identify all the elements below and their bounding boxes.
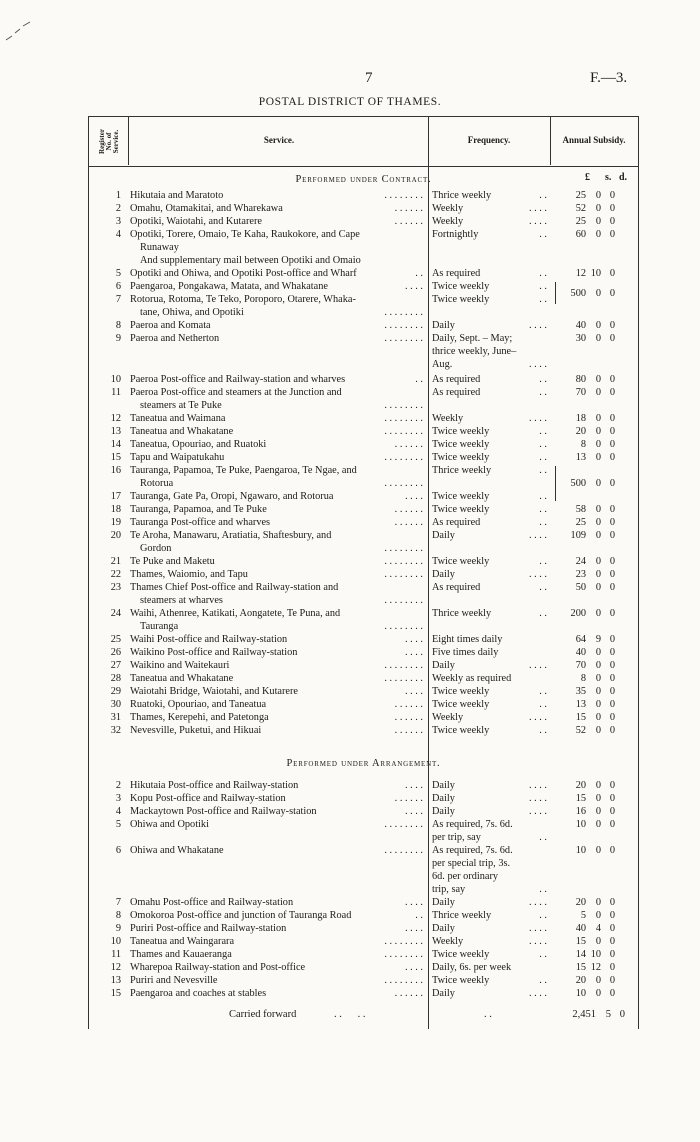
shillings-header: s.	[605, 172, 612, 183]
register-number: 12	[110, 413, 121, 424]
service-name: Waiotahi Bridge, Waiotahi, and Kutarere . . . .	[130, 685, 426, 698]
register-number: 13	[110, 426, 121, 437]
leader-dots: . . . . . . . .	[384, 426, 423, 437]
leader-dots: . . . .	[528, 413, 547, 424]
service-name: Opotiki and Ohiwa, and Opotiki Post-office and Wharf . .	[130, 267, 426, 280]
annual-subsidy: 25 0 0	[575, 190, 615, 201]
annual-subsidy: 70 0 0	[575, 660, 615, 671]
leader-dots: . . . .	[404, 962, 423, 973]
register-number: 3	[115, 793, 121, 804]
frequency: Weekly as required	[432, 673, 512, 684]
leader-dots: . . . . . .	[394, 725, 423, 736]
register-number: 26	[110, 647, 121, 658]
leader-dots: . . . . . . . .	[384, 595, 423, 606]
service-continuation: Runaway	[140, 242, 179, 253]
service-name: Tauranga, Papamoa, and Te Puke . . . . . .	[130, 503, 426, 516]
annual-subsidy: 16 0 0	[575, 806, 615, 817]
register-number: 17	[110, 491, 121, 502]
frequency: As required, 7s. 6d.	[432, 845, 513, 856]
annual-subsidy: 15 0 0	[575, 712, 615, 723]
annual-subsidy: 15 12 0	[575, 962, 615, 973]
frequency-continuation: per special trip, 3s.	[432, 858, 511, 869]
leader-dots: . .	[539, 949, 547, 960]
annual-subsidy: 35 0 0	[575, 686, 615, 697]
service-name: Hikutaia Post-office and Railway-station . . . .	[130, 779, 426, 792]
service-name: Paeroa Post-office and Railway-station and wharves . .	[130, 373, 426, 386]
leader-dots: . . . .	[404, 897, 423, 908]
register-number: 25	[110, 634, 121, 645]
leader-dots: . .	[539, 374, 547, 385]
annual-subsidy: 13 0 0	[575, 452, 615, 463]
leader-dots: . . . . . .	[394, 712, 423, 723]
leader-dots: . .	[539, 439, 547, 450]
frequency: Thrice weekly . .	[432, 190, 547, 201]
annual-subsidy: 40 0 0	[575, 647, 615, 658]
service-name: Ohiwa and Whakatane . . . . . . . .	[130, 844, 426, 857]
leader-dots: . . . .	[528, 203, 547, 214]
section-title: Performed under Arrangement.	[286, 758, 441, 769]
frequency: Thrice weekly . .	[432, 465, 547, 476]
frequency: Daily . . . .	[432, 806, 547, 817]
service-continuation: Rotorua . . . . . . . .	[140, 477, 426, 490]
annual-subsidy: 24 0 0	[575, 556, 615, 567]
service-name: Wharepoa Railway-station and Post-office . . . .	[130, 961, 426, 974]
leader-dots: . . . .	[404, 281, 423, 292]
leader-dots: . .	[539, 387, 547, 398]
annual-subsidy: 30 0 0	[575, 333, 615, 344]
service-name: Omokoroa Post-office and junction of Tauranga Road . .	[130, 909, 426, 922]
pen-mark-icon	[4, 20, 34, 42]
leader-dots: . .	[539, 608, 547, 619]
leader-dots: . . . . . .	[394, 439, 423, 450]
bracketed-subsidy: 500 0 0	[570, 478, 615, 489]
service-name: Paengaroa, Pongakawa, Matata, and Whakatane . . . .	[130, 280, 426, 293]
annual-subsidy: 20 0 0	[575, 975, 615, 986]
service-name: Mackaytown Post-office and Railway-station . . . .	[130, 805, 426, 818]
table-header	[89, 116, 638, 167]
annual-subsidy: 52 0 0	[575, 725, 615, 736]
leader-dots: . .	[484, 1009, 492, 1020]
page-number: 7	[365, 70, 373, 86]
leader-dots: . . . .	[528, 897, 547, 908]
frequency: Twice weekly . .	[432, 281, 547, 292]
service-name: Waikino and Waitekauri . . . . . . . .	[130, 659, 426, 672]
leader-dots: . . . .	[404, 780, 423, 791]
frequency: Daily . . . .	[432, 660, 547, 671]
service-continuation: tane, Ohiwa, and Opotiki . . . . . . . .	[140, 306, 426, 319]
annual-subsidy: 80 0 0	[575, 374, 615, 385]
header-register: Register No. of Service.	[97, 129, 120, 154]
service-name: Kopu Post-office and Railway-station . . . . . .	[130, 792, 426, 805]
register-number: 24	[110, 608, 121, 619]
frequency: Weekly . . . .	[432, 216, 547, 227]
leader-dots: . .	[415, 374, 423, 385]
service-name: Waihi, Athenree, Katikati, Aongatete, Te Puna, and	[130, 608, 341, 619]
service-name: Taneatua, Opouriao, and Ruatoki . . . . . .	[130, 438, 426, 451]
frequency: Thrice weekly . .	[432, 910, 547, 921]
service-name: Tapu and Waipatukahu . . . . . . . .	[130, 451, 426, 464]
frequency-continuation: trip, say . .	[432, 884, 547, 895]
leader-dots: . . . . . . . .	[384, 543, 423, 554]
frequency: Daily . . . .	[432, 988, 547, 999]
leader-dots: . .	[539, 725, 547, 736]
header-service: Service.	[263, 135, 295, 145]
register-number: 6	[115, 845, 121, 856]
frequency: Daily . . . .	[432, 793, 547, 804]
register-number: 7	[115, 897, 121, 908]
frequency: As required . .	[432, 517, 547, 528]
carried-forward-amount: 2,451 5 0	[572, 1009, 625, 1020]
leader-dots: . . . .	[404, 647, 423, 658]
leader-dots: . .	[539, 832, 547, 843]
leader-dots: . . . . . .	[394, 504, 423, 515]
service-name: Tauranga Post-office and wharves . . . . . .	[130, 516, 426, 529]
frequency: As required, 7s. 6d.	[432, 819, 513, 830]
frequency: Thrice weekly . .	[432, 608, 547, 619]
annual-subsidy: 60 0 0	[575, 229, 615, 240]
annual-subsidy: 40 0 0	[575, 320, 615, 331]
leader-dots: . . . .	[528, 988, 547, 999]
register-number: 3	[115, 216, 121, 227]
leader-dots: . .	[539, 686, 547, 697]
annual-subsidy: 40 4 0	[575, 923, 615, 934]
frequency: Twice weekly . .	[432, 949, 547, 960]
register-number: 4	[115, 229, 121, 240]
service-continuation: Tauranga . . . . . . . .	[140, 620, 426, 633]
leader-dots: . . . . . . . .	[384, 845, 423, 856]
service-name: Taneatua and Waingarara . . . . . . . .	[130, 935, 426, 948]
column-divider	[550, 116, 551, 165]
register-number: 11	[111, 387, 121, 398]
register-number: 15	[110, 988, 121, 999]
annual-subsidy: 8 0 0	[580, 673, 615, 684]
leader-dots: . . . .	[528, 806, 547, 817]
frequency: As required . .	[432, 268, 547, 279]
frequency: Twice weekly . .	[432, 699, 547, 710]
annual-subsidy: 10 0 0	[575, 988, 615, 999]
frequency-continuation: per trip, say . .	[432, 832, 547, 843]
service-name: Waikino Post-office and Railway-station . . . .	[130, 646, 426, 659]
frequency: Daily . . . .	[432, 780, 547, 791]
register-number: 5	[115, 819, 121, 830]
column-divider	[128, 116, 129, 165]
leader-dots: . . . . . .	[394, 216, 423, 227]
annual-subsidy: 58 0 0	[575, 504, 615, 515]
leader-dots: . . . . . . . .	[384, 621, 423, 632]
frequency: Daily . . . .	[432, 569, 547, 580]
service-name: Te Aroha, Manawaru, Aratiatia, Shaftesbury, and	[130, 530, 332, 541]
frequency: Twice weekly . .	[432, 439, 547, 450]
annual-subsidy: 200 0 0	[570, 608, 615, 619]
pence-header: d.	[619, 172, 628, 183]
frequency: Twice weekly . .	[432, 975, 547, 986]
register-number: 9	[115, 923, 121, 934]
leader-dots: . . . .	[404, 686, 423, 697]
frequency: As required . .	[432, 582, 547, 593]
leader-dots: . . . .	[404, 491, 423, 502]
carried-forward-label: Carried forward	[229, 1009, 297, 1020]
frequency: Twice weekly . .	[432, 725, 547, 736]
leader-dots: . . . . . .	[394, 517, 423, 528]
register-number: 14	[110, 439, 121, 450]
service-name: Paengaroa and coaches at stables . . . . . .	[130, 987, 426, 1000]
leader-dots: . . . . . . . .	[384, 400, 423, 411]
service-continuation: Gordon . . . . . . . .	[140, 542, 426, 555]
leader-dots: . . . . . . . .	[384, 190, 423, 201]
service-name: Te Puke and Maketu . . . . . . . .	[130, 555, 426, 568]
leader-dots: . . . .	[528, 569, 547, 580]
leader-dots: . . . . . . . .	[384, 333, 423, 344]
register-number: 31	[110, 712, 121, 723]
frequency-continuation: thrice weekly, June–	[432, 346, 517, 357]
annual-subsidy: 18 0 0	[575, 413, 615, 424]
annual-subsidy: 25 0 0	[575, 517, 615, 528]
leader-dots: . . . .	[528, 712, 547, 723]
leader-dots: . . . .	[528, 936, 547, 947]
register-number: 11	[111, 949, 121, 960]
service-name: Rotorua, Rotoma, Te Teko, Poroporo, Otarere, Whaka-	[130, 294, 356, 305]
register-number: 19	[110, 517, 121, 528]
service-name: Omahu Post-office and Railway-station . . . .	[130, 896, 426, 909]
annual-subsidy: 5 0 0	[580, 910, 615, 921]
service-name: Paeroa and Netherton . . . . . . . .	[130, 332, 426, 345]
frequency: Daily, 6s. per week	[432, 962, 512, 973]
leader-dots: . . . . . . . .	[384, 556, 423, 567]
leader-dots: . .	[539, 582, 547, 593]
frequency: Daily . . . .	[432, 530, 547, 541]
leader-dots: . . . . . . . .	[384, 413, 423, 424]
leader-dots: . . . . . . . .	[384, 307, 423, 318]
service-name: Thames Chief Post-office and Railway-station and	[130, 582, 339, 593]
annual-subsidy: 10 0 0	[575, 845, 615, 856]
annual-subsidy: 14 10 0	[575, 949, 615, 960]
frequency: As required . .	[432, 387, 547, 398]
frequency: Twice weekly . .	[432, 294, 547, 305]
column-divider	[428, 116, 429, 1029]
annual-subsidy: 12 10 0	[575, 268, 615, 279]
service-name: Tauranga, Papamoa, Te Puke, Paengaroa, Te Ngae, and	[130, 465, 357, 476]
leader-dots: . . . . . . . .	[384, 936, 423, 947]
leader-dots: . . . .	[404, 806, 423, 817]
leader-dots: . .	[539, 426, 547, 437]
register-number: 8	[115, 320, 121, 331]
frequency: Twice weekly . .	[432, 556, 547, 567]
section-title: Performed under Contract.	[295, 174, 432, 185]
leader-dots: . . . . . . . .	[384, 949, 423, 960]
service-name: Paeroa Post-office and steamers at the Junction and	[130, 387, 342, 398]
annual-subsidy: 25 0 0	[575, 216, 615, 227]
register-number: 7	[115, 294, 121, 305]
leader-dots: . . . .	[404, 634, 423, 645]
leader-dots: . .	[539, 556, 547, 567]
frequency: Twice weekly . .	[432, 452, 547, 463]
leader-dots: . .	[539, 452, 547, 463]
register-number: 13	[110, 975, 121, 986]
leader-dots: . . . . . .	[394, 793, 423, 804]
frequency: Daily . . . .	[432, 320, 547, 331]
leader-dots: . . . . . . . .	[384, 660, 423, 671]
leader-dots: . . . . . . . .	[384, 569, 423, 580]
service-name: Thames, Waiomio, and Tapu . . . . . . . .	[130, 568, 426, 581]
leader-dots: . .	[539, 465, 547, 476]
pounds-header: £	[585, 172, 590, 183]
leader-dots: . . . . . .	[394, 203, 423, 214]
frequency: As required . .	[432, 374, 547, 385]
frequency-continuation: 6d. per ordinary	[432, 871, 499, 882]
annual-subsidy: 70 0 0	[575, 387, 615, 398]
leader-dots: . . . .	[404, 923, 423, 934]
register-number: 12	[110, 962, 121, 973]
register-number: 20	[110, 530, 121, 541]
register-number: 21	[110, 556, 121, 567]
service-name: Waihi Post-office and Railway-station . . . .	[130, 633, 426, 646]
frequency: Daily, Sept. – May;	[432, 333, 513, 344]
service-name: Opotiki, Torere, Omaio, Te Kaha, Raukokore, and Cape	[130, 229, 360, 240]
leader-dots: . . . . . .	[394, 699, 423, 710]
service-continuation: steamers at Te Puke . . . . . . . .	[140, 399, 426, 412]
leader-dots: . .	[415, 268, 423, 279]
annual-subsidy: 10 0 0	[575, 819, 615, 830]
leader-dots: . .	[539, 190, 547, 201]
service-name: Paeroa and Komata . . . . . . . .	[130, 319, 426, 332]
annual-subsidy: 52 0 0	[575, 203, 615, 214]
leader-dots: . . . . . . . .	[384, 452, 423, 463]
service-name: Nevesville, Puketui, and Hikuai . . . . . .	[130, 724, 426, 737]
leader-dots: . .	[415, 910, 423, 921]
header-frequency: Frequency.	[467, 135, 511, 145]
service-name: Thames and Kauaeranga . . . . . . . .	[130, 948, 426, 961]
document-reference: F.—3.	[590, 70, 628, 86]
register-number: 28	[110, 673, 121, 684]
service-name: Omahu, Otamakitai, and Wharekawa . . . . . .	[130, 202, 426, 215]
leader-dots: . . . . . . . .	[384, 673, 423, 684]
frequency: Twice weekly . .	[432, 426, 547, 437]
annual-subsidy: 64 9 0	[575, 634, 615, 645]
leader-dots: . .	[539, 281, 547, 292]
annual-subsidy: 109 0 0	[570, 530, 615, 541]
page-title: POSTAL DISTRICT OF THAMES.	[258, 96, 442, 108]
register-number: 2	[115, 780, 121, 791]
leader-dots: . . . .	[334, 1009, 366, 1020]
leader-dots: . . . . . . . .	[384, 320, 423, 331]
register-number: 29	[110, 686, 121, 697]
register-number: 18	[110, 504, 121, 515]
service-name: Taneatua and Whakatane . . . . . . . .	[130, 425, 426, 438]
leader-dots: . . . . . .	[394, 988, 423, 999]
service-name: Taneatua and Waimana . . . . . . . .	[130, 412, 426, 425]
leader-dots: . .	[539, 975, 547, 986]
register-number: 5	[115, 268, 121, 279]
frequency: Weekly . . . .	[432, 712, 547, 723]
leader-dots: . . . . . . . .	[384, 478, 423, 489]
leader-dots: . . . . . . . .	[384, 819, 423, 830]
leader-dots: . .	[539, 504, 547, 515]
leader-dots: . .	[539, 517, 547, 528]
register-number: 9	[115, 333, 121, 344]
leader-dots: . .	[539, 229, 547, 240]
register-number: 15	[110, 452, 121, 463]
service-continuation: And supplementary mail between Opotiki and Omaio	[140, 255, 361, 266]
frequency: Weekly . . . .	[432, 936, 547, 947]
frequency: Twice weekly . .	[432, 491, 547, 502]
service-name: Opotiki, Waiotahi, and Kutarere . . . . . .	[130, 215, 426, 228]
frequency: Daily . . . .	[432, 923, 547, 934]
register-number: 10	[110, 936, 121, 947]
annual-subsidy: 20 0 0	[575, 897, 615, 908]
register-number: 22	[110, 569, 121, 580]
frequency: Weekly . . . .	[432, 203, 547, 214]
annual-subsidy: 15 0 0	[575, 936, 615, 947]
register-number: 10	[110, 374, 121, 385]
service-name: Thames, Kerepehi, and Patetonga . . . . . .	[130, 711, 426, 724]
service-name: Ruatoki, Opouriao, and Taneatua . . . . . .	[130, 698, 426, 711]
header-subsidy: Annual Subsidy.	[562, 135, 626, 145]
leader-dots: . . . .	[528, 923, 547, 934]
frequency: Eight times daily	[432, 634, 503, 645]
leader-dots: . .	[539, 884, 547, 895]
service-name: Ohiwa and Opotiki . . . . . . . .	[130, 818, 426, 831]
leader-dots: . . . .	[528, 793, 547, 804]
leader-dots: . . . .	[528, 780, 547, 791]
leader-dots: . . . .	[528, 530, 547, 541]
leader-dots: . .	[539, 268, 547, 279]
leader-dots: . . . .	[528, 660, 547, 671]
service-name: Puriri and Nevesville . . . . . . . .	[130, 974, 426, 987]
service-name: Puriri Post-office and Railway-station . . . .	[130, 922, 426, 935]
register-number: 2	[115, 203, 121, 214]
leader-dots: . .	[539, 910, 547, 921]
register-number: 1	[115, 190, 121, 201]
leader-dots: . . . . . . . .	[384, 975, 423, 986]
leader-dots: . .	[539, 491, 547, 502]
leader-dots: . .	[539, 294, 547, 305]
frequency: Fortnightly . .	[432, 229, 547, 240]
leader-dots: . . . .	[528, 320, 547, 331]
service-name: Tauranga, Gate Pa, Oropi, Ngawaro, and Rotorua . . . .	[130, 490, 426, 503]
annual-subsidy: 13 0 0	[575, 699, 615, 710]
frequency: Five times daily	[432, 647, 499, 658]
annual-subsidy: 20 0 0	[575, 426, 615, 437]
register-number: 8	[115, 910, 121, 921]
leader-dots: . . . .	[528, 359, 547, 370]
register-number: 6	[115, 281, 121, 292]
register-number: 32	[110, 725, 121, 736]
frequency: Twice weekly . .	[432, 686, 547, 697]
frequency: Daily . . . .	[432, 897, 547, 908]
postal-services-table	[88, 116, 639, 1029]
frequency: Twice weekly . .	[432, 504, 547, 515]
service-name: Hikutaia and Maratoto . . . . . . . .	[130, 189, 426, 202]
register-number: 30	[110, 699, 121, 710]
bracketed-subsidy: 500 0 0	[570, 288, 615, 299]
frequency: Weekly . . . .	[432, 413, 547, 424]
annual-subsidy: 23 0 0	[575, 569, 615, 580]
service-name: Taneatua and Whakatane . . . . . . . .	[130, 672, 426, 685]
service-continuation: steamers at wharves . . . . . . . .	[140, 594, 426, 607]
frequency-continuation: Aug. . . . .	[432, 359, 547, 370]
register-number: 16	[110, 465, 121, 476]
register-number: 27	[110, 660, 121, 671]
annual-subsidy: 20 0 0	[575, 780, 615, 791]
register-number: 23	[110, 582, 121, 593]
annual-subsidy: 8 0 0	[580, 439, 615, 450]
leader-dots: . .	[539, 699, 547, 710]
register-number: 4	[115, 806, 121, 817]
leader-dots: . . . .	[528, 216, 547, 227]
annual-subsidy: 15 0 0	[575, 793, 615, 804]
annual-subsidy: 50 0 0	[575, 582, 615, 593]
